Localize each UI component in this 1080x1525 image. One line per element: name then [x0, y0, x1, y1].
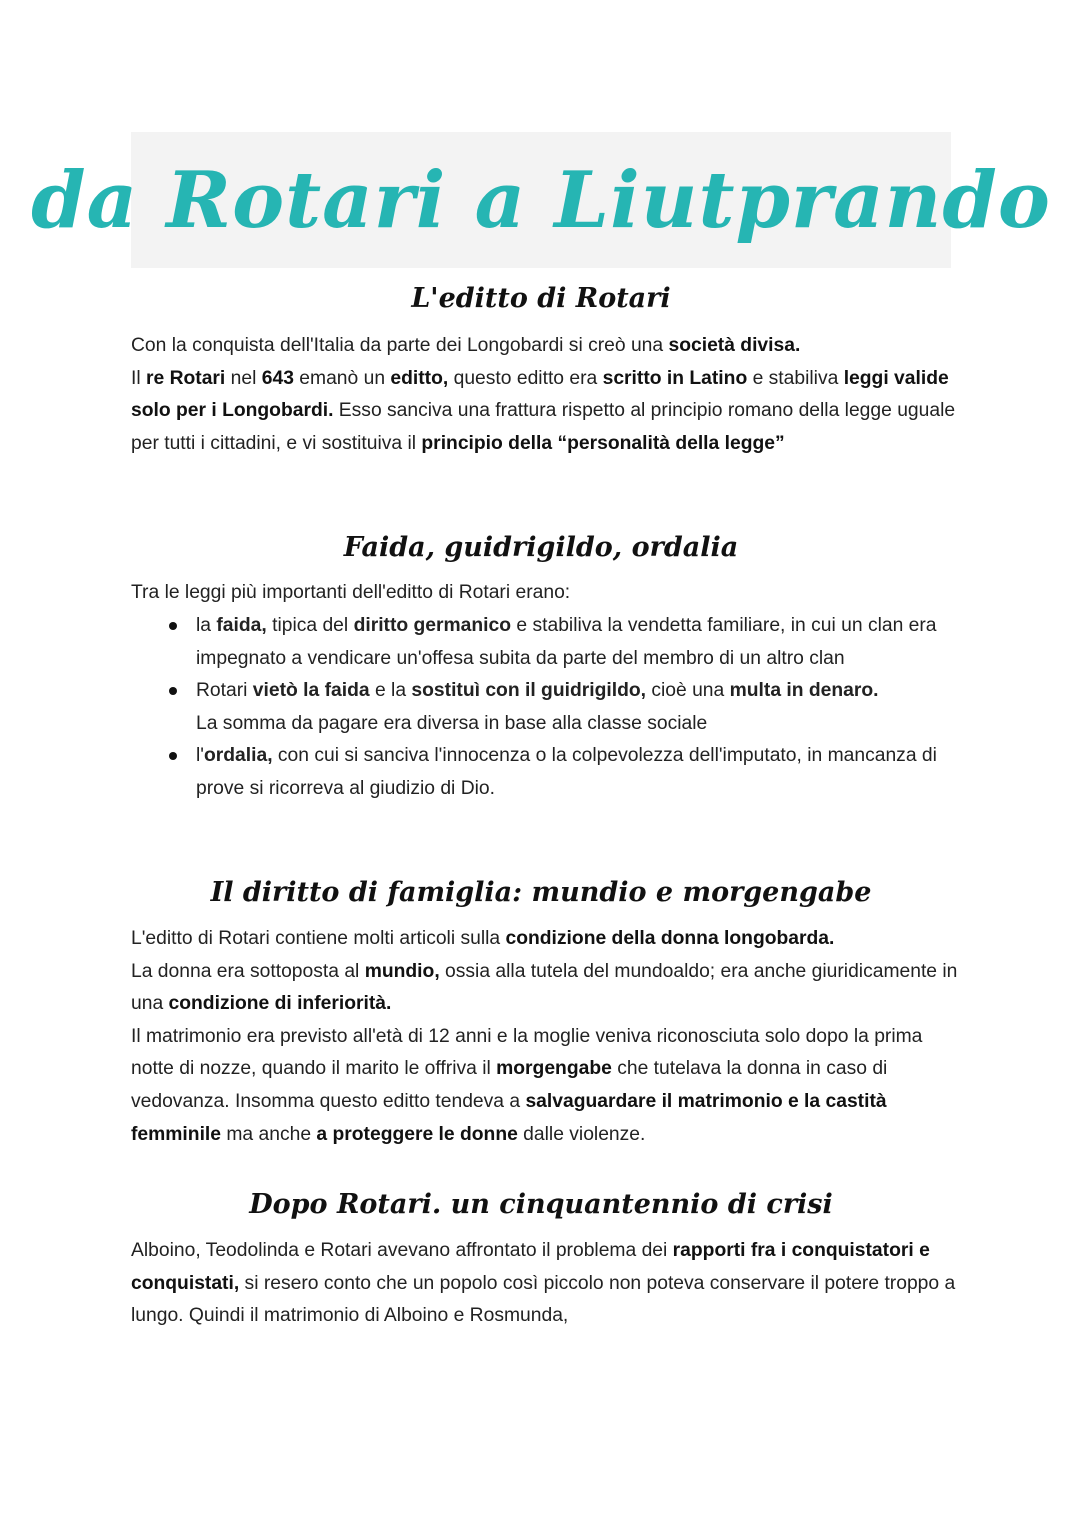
bold-text: morgengabe — [496, 1058, 612, 1080]
text-run: e stabiliva la vendetta familiare, in cui un clan era impegnato a vendicare un'offesa subita da parte del membro di un altro clan — [196, 615, 937, 669]
title-banner — [31, 132, 1051, 268]
text-run: Rotari — [196, 680, 253, 702]
text-run: La somma da pagare era diversa in base alla classe sociale — [196, 712, 708, 734]
bold-text: diritto germanico — [353, 615, 512, 636]
list-item — [131, 610, 961, 675]
bold-text: rapporti fra i conquistatori e conquistati, — [131, 1240, 930, 1294]
text-run: con cui si sanciva l'innocenza o la colpevolezza dell'imputato, in mancanza di prove si ricorreva al giudizio di Dio. — [196, 745, 937, 799]
text-run: e stabiliva — [747, 367, 844, 389]
bold-text: mundio, — [364, 960, 440, 982]
text-run: La donna era sottoposta al — [131, 960, 365, 982]
bold-text: vietò la faida — [252, 680, 370, 702]
text-run: Esso sanciva una frattura rispetto al principio romano della legge uguale per tutti i cittadini, e vi sostituiva il — [131, 400, 956, 454]
bold-text: sostituì con il guidrigildo, — [411, 680, 646, 702]
bold-text: condizione di inferiorità. — [168, 993, 392, 1015]
text-run: si resero conto che un popolo così piccolo non poteva conservare il potere troppo a lungo. Quindi il matrimonio di Alboino e Rosmunda, — [131, 1272, 956, 1327]
bold-text: faida, — [216, 615, 267, 636]
text-run: tipica del — [266, 615, 354, 636]
bold-text: condizione della donna longobarda. — [505, 928, 835, 949]
text-run: che tutelava la donna in caso di vedovanza. Insomma questo editto tendeva a — [131, 1058, 888, 1112]
paragraph-famiglia — [131, 923, 961, 1151]
text-run: ma anche — [221, 1123, 317, 1145]
text-run: Con la conquista dell'Italia da parte dei Longobardi si creò una — [131, 335, 669, 356]
text-run: la — [196, 615, 217, 636]
text-run: ossia alla tutela del mundoaldo; era anche giuridicamente in una — [131, 960, 958, 1015]
text-run: Il — [131, 367, 146, 389]
bold-text: scritto in Latino — [602, 367, 748, 389]
bold-text: leggi valide solo per i Longobardi. — [131, 367, 949, 422]
heading-dopo-rotari: Dopo Rotari. un cinquantennio di crisi — [249, 1189, 833, 1220]
text-run: L'editto di Rotari contiene molti articoli sulla — [131, 928, 506, 949]
bold-text: principio della “personalità della legge” — [421, 432, 785, 454]
text-run: Alboino, Teodolinda e Rotari avevano affrontato il problema dei — [131, 1240, 673, 1261]
paragraph-faida-intro — [131, 577, 961, 610]
list-item — [131, 675, 961, 740]
text-run: e la — [369, 680, 412, 702]
bold-text: ordalia, — [203, 745, 273, 767]
text-run: Il matrimonio era previsto all'età di 12 anni e la moglie veniva riconosciuta solo dopo la prima notte di nozze, quando il marito le offriva il — [131, 1025, 923, 1080]
bold-text: 643 — [261, 367, 294, 389]
heading-famiglia: Il diritto di famiglia: mundio e morgengabe — [210, 877, 872, 908]
bold-text: salvaguardare il matrimonio e la castità femminile — [131, 1090, 887, 1145]
text-run: questo editto era — [448, 367, 603, 389]
text-run: Tra le leggi più importanti dell'editto di Rotari erano: — [131, 582, 571, 603]
paragraph-dopo-rotari — [131, 1235, 961, 1333]
bold-text: multa in denaro. — [729, 680, 879, 702]
document-title: da Rotari a Liutprando — [31, 154, 1051, 246]
bold-text: a proteggere le donne — [316, 1123, 518, 1145]
bold-text: editto, — [390, 367, 449, 389]
text-run: cioè una — [646, 680, 730, 702]
heading-faida: Faida, guidrigildo, ordalia — [343, 532, 739, 563]
bold-text: re Rotari — [146, 367, 226, 389]
bold-text: società divisa. — [668, 335, 801, 356]
text-run: l' — [196, 745, 204, 767]
text-run: emanò un — [293, 367, 391, 389]
text-run: dalle violenze. — [517, 1123, 646, 1145]
list-item — [131, 740, 961, 805]
faida-bullet-list — [131, 610, 961, 806]
paragraph-editto — [131, 330, 961, 460]
text-run: nel — [225, 367, 262, 389]
heading-editto: L'editto di Rotari — [411, 283, 671, 314]
